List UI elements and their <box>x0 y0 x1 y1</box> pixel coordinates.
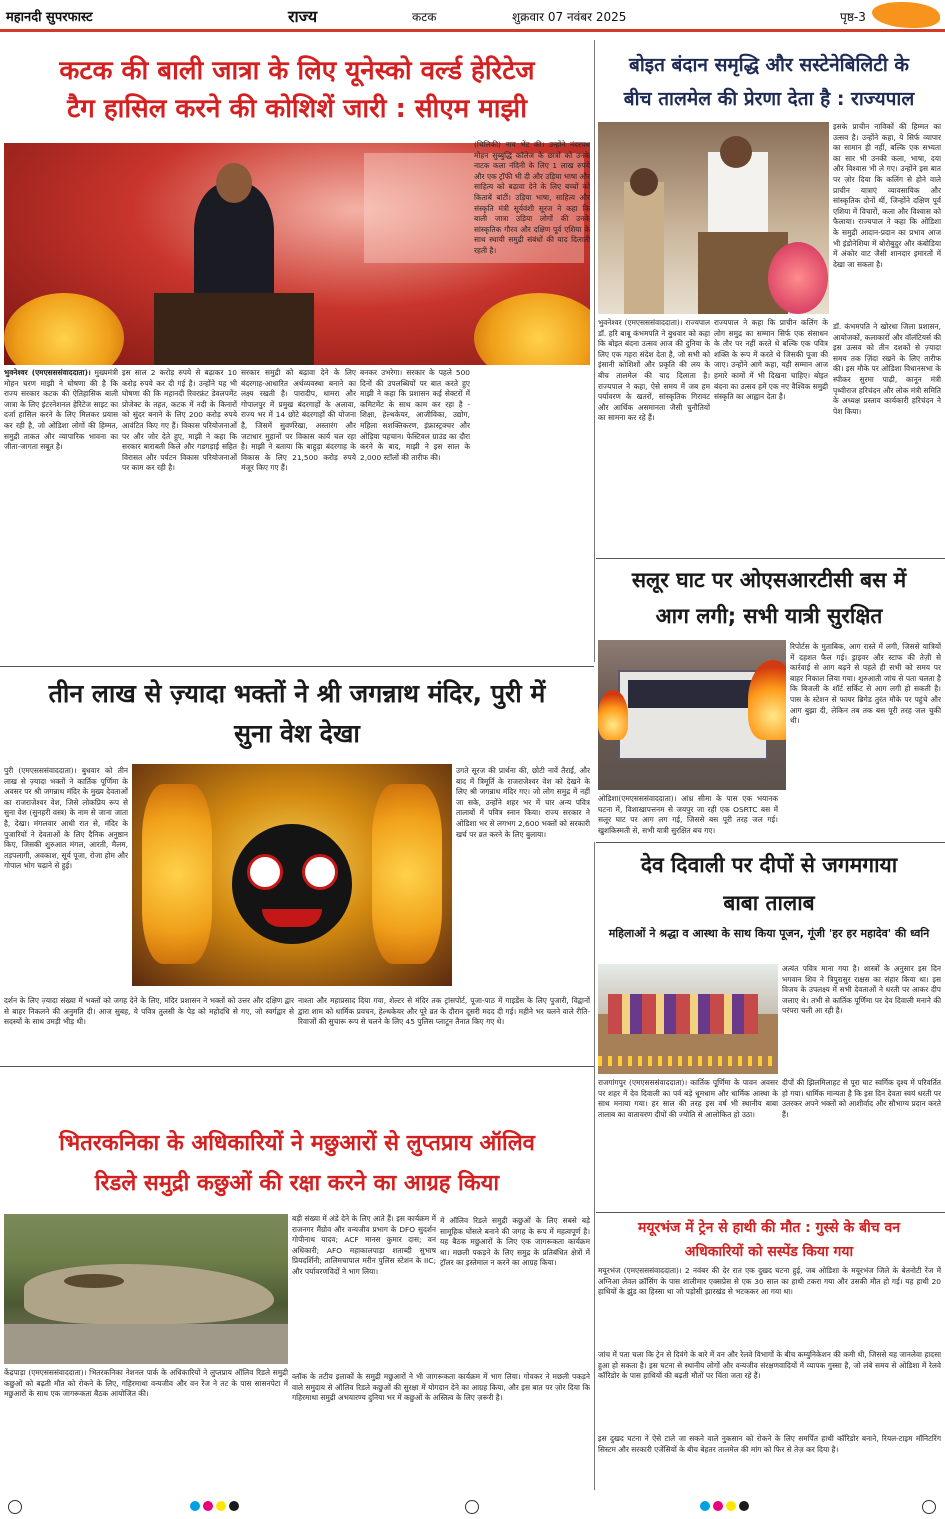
dev-diwali-body2-text: दीपों की झिलमिलाहट से पूरा घाट स्वर्गिक दृश्य में परिवर्तित हो गया। धार्मिक मान्यता है कि इस दिन देवता स्वयं धरती पर उतरकर अपने भक्तों को आशीर्वाद और सौभाग्य प्रदान करते हैं। <box>782 1078 941 1119</box>
color-dots-left <box>190 1501 239 1511</box>
jagannath-headline-line1: तीन लाख से ज़्यादा भक्तों ने श्री जगन्नाथ मंदिर, पुरी में <box>48 679 546 708</box>
bodit-col3 <box>833 322 941 554</box>
jagannath-suna-besha-photo <box>132 764 452 986</box>
bali-jatra-headline-line2: टैग हासिल करने की कोशिशें जारी : सीएम माझी <box>67 94 527 124</box>
jagannath-left-text: पुरी (एमएसससंवाददाता)। बुधवार को तीन लाख से ज़्यादा भक्तों ने कार्तिक पूर्णिमा के अवसर पर श्री जगन्नाथ मंदिर के मुख्य देवताओं का राजराजेश्वर वेश, जिसे लोकप्रिय रूप से सुना वेश (सुनहरी वस्त्र) के नाम से जाना जाता है, देखा। मंगलवार आधी रात से, मंदिर के पुजारियों ने देवताओं के लिए दैनिक अनुष्ठान किए, जिसकी शुरुआत मंगल, आरती, मैलम, तड़पलागी, अवकाश, सूर्य पूजा, रोजा होम और गोपाल भोग चढ़ाने से हुई। <box>4 766 128 871</box>
bali-jatra-col1 <box>4 368 118 664</box>
jagannath-bottom2-text: नाश्ता और महाप्रसाद दिया गया, शेल्टर से मंदिर तक ट्रांसपोर्ट, पूजा-पाठ में गाइडेंस के लिए पुजारी, विद्वानों द्वारा शाम को धार्मिक प्रवचन, हेल्थकेयर और पूरे व्रत के दौरान दूसरी मदद दी गई। महीने भर चलने वाले रीति-रिवाजों की सुचारू रूप से चलने के लिए 45 पुलिस प्लाटून तैनात किए गए थे। <box>298 996 590 1027</box>
olive-ridley-bottom <box>4 1368 288 1486</box>
issue-date: शुक्रवार 07 नवंबर 2025 <box>512 10 627 24</box>
olive-ridley-bottom2-text: व्लॉक के तटीय इलाकों के समुद्री मछुआरों ने भी जागरूकता कार्यक्रम में भाग लिया। गोवकर ने मछली पकड़ने वाले समुदाय से ऑलिव रिडले कछुओं की सुरक्षा में योगदान देने का आग्रह किया, और इस बात पर ज़ोर दिया कि गहिरमाथा समुद्री अभयारण्य दुनिया भर में कछुओं के अस्तित्व के लिए ज़रूरी है। <box>292 1372 590 1403</box>
black-dot <box>739 1501 749 1511</box>
olive-ridley-headline-line2: रिडले समुद्री कछुओं की रक्षा करने का आग्रह किया <box>94 1171 500 1196</box>
cyan-dot <box>700 1501 710 1511</box>
elephant-headline <box>598 1216 940 1264</box>
olive-ridley-headline <box>4 1124 590 1204</box>
bus-fire-headline-line2: आग लगी; सभी यात्री सुरक्षित <box>655 604 883 628</box>
bali-jatra-col5-text: (चिलिकी) नाव भेंट की। उन्होंने नंदरपथ मोहन सुब्बुद्धि कॉलेज के छात्रों को उनके नाटक कला नंदिनी के लिए 1 लाख रुपये और एक ट्रॉफी भी दी और उड़िया भाषा और साहित्य को बढ़ावा देने के लिए बच्चों को किताबें बांटीं। उड़िया भाषा, साहित्य और संस्कृति मंत्री सूर्यवंशी सूरज ने कहा कि बाली जात्रा उड़िया लोगों की उनके सांस्कृतिक गौरव और दक्षिण पूर्व एशिया के साथ स्थायी समुद्री संबंधों की याद दिलाती रहती है। <box>474 140 590 255</box>
olive-ridley-col2 <box>440 1216 590 1368</box>
elephant-p1 <box>598 1266 941 1346</box>
bali-jatra-col2 <box>122 368 237 664</box>
dev-diwali-side-text: अत्यंत पवित्र माना गया है। शास्त्रों के अनुसार इस दिन भगवान शिव ने त्रिपुरासुर राक्षस का संहार किया था। इस विजय के उपलक्ष्य में सभी देवताओं ने धरती पर आकर दीप जलाए थे। तभी से कार्तिक पूर्णिमा पर देव दिवाली मनाने की परंपरा चली आ रही है। <box>782 964 941 1016</box>
bodit-col2-text: राज्यपाल ने कहा कि प्राचीन कलिंग के लोग समुद्र का सम्मान सिर्फ एक संसाधन के तौर पर नहीं करते थे बल्कि एक पवित्र शक्ति के रूप में करते थे जिसकी पूजा की जाए। उन्होंने आगे कहा, यही सम्मान आज हमारे कामों में भी दिखना चाहिए। बोइत बंदना का उत्सव हमें एक नए वैश्विक समुद्री संस्कृति का आह्वान देता है। <box>714 318 828 402</box>
elephant-headline-line1: मयूरभंज में ट्रेन से हाथी की मौत : गुस्से के बीच वन <box>637 1220 901 1236</box>
bus-fire-headline-line1: सलूर घाट पर ओएसआरटीसी बस में <box>631 568 907 592</box>
bus-fire-photo <box>598 640 786 790</box>
jagannath-bottom2 <box>298 996 590 1062</box>
jagannath-headline <box>4 674 590 754</box>
elephant-p3 <box>598 1434 941 1488</box>
color-dots-right <box>700 1501 749 1511</box>
olive-ridley-bottom2 <box>292 1372 590 1486</box>
bali-jatra-headline-line1: कटक की बाली जात्रा के लिए यूनेस्को वर्ल्ड हेरिटेज <box>59 56 535 86</box>
bodit-bandan-headline <box>598 48 940 116</box>
bali-jatra-col2-text: इस साल 2 करोड़ रुपये से बढ़ाकर 10 करोड़ रुपये कर दी गई है। उन्होंने यह भी घोषणा की कि महानदी रिवरफ्रंट डेवलपमेंट प्रोजेक्ट के तहत, कटक में नदी के किनारों को सुंदर बनाने के लिए 200 करोड़ रुपये आवंटित किए गए हैं। विकास परियोजनाओं पर और जोर देते हुए, माझी ने कहा कि सरकार बाराबती किले और गडगड़ाई सहित विरासत और पर्यटन विकास परियोजनाओं पर काम कर रही है। <box>122 368 237 473</box>
magenta-dot <box>203 1501 213 1511</box>
olive-ridley-headline-line1: भितरकनिका के अधिकारियों ने मछुआरों से लुप्तप्राय ऑलिव <box>59 1131 535 1156</box>
elephant-p3-text: इस दुखद घटना ने ऐसे टाले जा सकने वाले नुकसान को रोकने के लिए समर्पित हाथी कॉरिडोर बनाने, रियल-टाइम मॉनिटरिंग सिस्टम और सरकारी एजेंसियों के बीच बेहतर तालमेल की मांग को फिर से तेज़ कर दिया है। <box>598 1434 941 1454</box>
olive-ridley-bottom-text: केंद्रपाड़ा (एमएसससंवाददाता)। भितरकनिका नेशनल पार्क के अधिकारियों ने लुप्तप्राय ऑलिव रिडले समुद्री कछुओं को बढ़ती मौत को रोकने के लिए, गहिरमाथा वन्यजीव और वन रेंज ने तट के पास सासनपेटा में मछुआरों के साथ एक जागरूकता बैठक आयोजित की। <box>4 1368 288 1399</box>
registration-mark-icon <box>8 1500 22 1514</box>
page-number: पृष्ठ-3 <box>840 10 866 24</box>
jagannath-right <box>456 766 590 994</box>
elephant-p2 <box>598 1350 941 1430</box>
bali-jatra-col4-text: बनकर उभरेगा। सरकार के पहले 500 दिनों की उपलब्धियों पर बात करते हुए माझी ने कहा कि प्रशासन कई सेक्टरों में कमिटमेंट के साथ काम कर रहा है - शिक्षा, हेल्थकेयर, आजीविका, उद्योग, महिला सशक्तिकरण, इंफ्रास्ट्रक्चर और ओड़िया पहचान। फेस्टिवल ग्राउंड का दौरा करने के बाद, माझी ने इस साल के 2,000 स्टॉलों की तारीफ की। <box>360 368 470 462</box>
bodit-col-right-top <box>833 122 941 320</box>
dev-diwali-side <box>782 964 941 1074</box>
section-name: राज्य <box>288 7 318 26</box>
dev-diwali-headline <box>598 846 940 922</box>
bodit-col-right-top-text: इसके प्राचीन नाविकों की हिम्मत का उत्सव है। उन्होंने कहा, ये सिर्फ व्यापार का सामान ही नहीं, बल्कि एक सभ्यता का सार भी उनकी कला, भाषा, दया और विश्वास भी ले गए। उन्होंने इस बात पर ज़ोर दिया कि कलिंग से होने वाले प्राचीन यात्राएं व्यावसायिक और सांस्कृतिक दोनों थीं, जिन्होंने दक्षिण पूर्व एशिया में विचारों, कला और विश्वास को फैलाया। राज्यपाल ने कहा कि ओडिशा के समुद्री आदान-प्रदान का प्रभाव आज भी इंडोनेशिया में बोरोबुदुर और कंबोडिया में अंकोर वाट जैसी शानदार इमारतों में देखा जा सकता है। <box>833 122 941 269</box>
jagannath-right-text: उगते सूरज की प्रार्थना की, छोटी नावें तैराईं, और बाद में त्रिमूर्ति के राजराजेश्वर वेश को देखने के लिए श्री जगन्नाथ मंदिर गए। जो लोग समुद्र में नहीं जा सके, उन्होंने शहर भर में चार अन्य पवित्र तालाबों में पवित्र स्नान किया। राज्य सरकार ने ओडिशा भर से लगभग 2,600 भक्तों को सरकारी खर्च पर व्रत करने के लिए बुलाया। <box>456 766 590 839</box>
magenta-dot <box>713 1501 723 1511</box>
olive-ridley-col1-text: बड़ी संख्या में अंडे देने के लिए आते हैं। इस कार्यक्रम में राजनगर मैंग्रोव और वन्यजीव प्रभाग के DFO सुदर्शन गोपीनाथ यादव; ACF मानस कुमार दास; वन अधिकारी; AFO महाकालपाड़ा शताब्दी सुभाष प्रियदर्शिनी; तालिमचापाल मरीन पुलिस स्टेशन के IIC; और पर्यावरणविदों ने भाग लिया। <box>292 1214 436 1276</box>
elephant-p1-text: मयूरभंज (एमएसससंवाददाता)। 2 नवंबर की देर रात एक दुखद घटना हुई, जब ओडिशा के मयूरभंज जिले के बेतनोटी रेंज में अग्निआ लेवल क्रॉसिंग के पास शालीमार एक्सप्रेस से एक 30 साल का हाथी टकरा गया और उसकी मौत हो गई। यह हाथी 20 हाथियों के झुंड का हिस्सा था जो पड़ोसी झारखंड से भटककर आ गया था। <box>598 1266 941 1297</box>
bodit-bandan-headline-line1: बोइत बंदान समृद्धि और सस्टेनेबिलिटी के <box>629 54 909 76</box>
bodit-col2 <box>714 318 828 554</box>
bodit-col3-text: डॉ. कंभमपति ने खोरधा जिला प्रशासन, आयोजकों, कलाकारों और वॉलंटियर्स की इस उत्सव को तीन दशकों से ज़्यादा समय तक ज़िंदा रखने के लिए तारीफ की। इस मौके पर ओडिशा विधानसभा के स्पीकर सुरमा पाढ़ी, कानून मंत्री पृथ्वीराज हरिचंदन और लोक मंत्री समिति के अध्यक्ष प्रस्ताव कार्यकारी हरिचंदन ने पेश किया। <box>833 322 941 416</box>
bali-jatra-col3-text: सरकार समुद्री को बढ़ावा देने के लिए बंदरगाह-आधारित अर्थव्यवस्था बनाने का लक्ष्य रखती है। पारादीप, धामरा और गोपालपुर में प्रमुख बंदरगाहों के अलावा, राज्य भर में 14 छोटे बंदरगाहों की योजना है, जिसमें सुवर्णरेखा, अस्तारंग और जटाधार मुहानों पर विकास कार्य चल रहा है। माझी ने बताया कि बाहुड़ा बंदरगाह के विकास के लिए 21,500 करोड़ रुपये मंजूर किए गए हैं। <box>241 368 356 473</box>
bus-fire-headline <box>598 562 940 634</box>
bali-jatra-col3 <box>241 368 356 664</box>
jagannath-bottom <box>4 996 294 1062</box>
bus-fire-side-text: रिपोर्टस के मुताबिक, आग रास्ते में लगी, जिससे यात्रियों में दहशत फैल गई। ड्राइवर और स्टाफ की तेज़ी से कार्रवाई से आग बढ़ने से पहले ही सभी को समय पर बाहर निकाल लिया गया। शुरुआती जांच से पता चलता है कि बिजली के शॉर्ट सर्किट से आग लगी हो सकती है। पास के स्टेशन से फायर ब्रिगेड तुरंत मौके पर पहुंचे और आग बुझा दी, लेकिन तब तक बस पूरी तरह जल चुकी थी। <box>790 642 941 726</box>
black-dot <box>229 1501 239 1511</box>
jagannath-headline-line2: सुना वेश देखा <box>234 719 360 748</box>
bali-jatra-lead: मुख्यमंत्री मोहन चरण माझी ने घोषणा की है कि राज्य सरकार कटक की ऐतिहासिक बाली जात्रा के लिए इंटरनेशनल हेरिटेज साइट का दर्जा हासिल करने के लिए मिलकर प्रयास कर रही है, जो ओडिशा लोगों की हिम्मत, समुद्री ताकत और व्यापारिक भावना का जीता-जागता सबूत है। <box>4 368 118 452</box>
dev-diwali-photo <box>598 964 778 1074</box>
yellow-dot <box>726 1501 736 1511</box>
bali-jatra-dateline: भुवनेश्वर (एमएसससंवाददाता)। <box>4 368 91 377</box>
edition-city: कटक <box>412 10 437 24</box>
dev-diwali-headline-line2: बाबा तालाब <box>723 891 815 915</box>
crocodile-photo <box>4 1214 288 1364</box>
dev-diwali-subhead-text: महिलाओं ने श्रद्धा व आस्था के साथ किया पूजन, गूंजी 'हर हर महादेव' की ध्वनि <box>608 927 930 940</box>
governor-speech-photo <box>598 122 829 314</box>
bodit-bandan-headline-line2: बीच तालमेल की प्रेरणा देता है : राज्यपाल <box>623 88 915 110</box>
bodit-col1 <box>598 318 710 554</box>
olive-ridley-col2-text: में ऑलिव रिडले समुद्री कछुओं के लिए सबसे बड़े सामूहिक घोंसले बनाने की जगह के रूप में महत्वपूर्ण है। यह बैठक मछुआरों के लिए एक जागरूकता कार्यक्रम था। मछली पकड़ने के लिए समुद्र के प्रतिबंधित क्षेत्रों में ट्रॉलर का इस्तेमाल न करने का आग्रह किया। <box>440 1216 590 1268</box>
jagannath-left <box>4 766 128 994</box>
bus-fire-body-text: ओडिशा(एमएसससंवाददाता)। आंध्र सीमा के पास एक भयानक घटना में, विशाखापत्तनम से जयपुर जा रही एक OSRTC बस में सलूर घाट पर आग लग गई, जिससे बस पूरी तरह जल गई। खुशकिस्मती से, सभी यात्री सुरक्षित बच गए। <box>598 794 778 835</box>
olive-ridley-col1 <box>292 1214 436 1368</box>
elephant-headline-line2: अधिकारियों को सस्पेंड किया गया <box>684 1244 854 1260</box>
bodit-col1-text: भुवनेश्वर (एमएसससंवाददाता)। राज्यपाल डॉ. हरि बाबू कंभमपति ने बुधवार को कहा कि बोइत बंदना उत्सव आज की दुनिया के लिए एक गहरा संदेश देता है, जो सभी को इंसानी कोशिशों और प्रकृति की लय के बीच तालमेल की याद दिलाता है। राज्यपाल ने कहा, ऐसे समय में जब हम पर्यावरण के खतरों, सांस्कृतिक गिरावट और आर्थिक असमानता जैसी चुनौतियों का सामना कर रहे हैं। <box>598 318 710 423</box>
odisha-map-icon <box>872 2 940 28</box>
bus-fire-body <box>598 794 778 840</box>
dev-diwali-headline-line1: देव दिवाली पर दीपों से जगमगाया <box>640 853 898 877</box>
registration-mark-icon <box>922 1500 936 1514</box>
cyan-dot <box>190 1501 200 1511</box>
dev-diwali-body <box>598 1078 778 1210</box>
dev-diwali-body-text: राजगांगपुर (एमएसससंवाददाता)। कार्तिक पूर्णिमा के पावन अवसर पर शहर में देव दिवाली का पर्व बड़े धूमधाम और धार्मिक आस्था के साथ मनाया गया। हर साल की तरह इस वर्ष भी स्थानीय बाबा तालाब का वातावरण दीपों की ज्योति से आलोकित हो उठा। <box>598 1078 778 1119</box>
elephant-p2-text: जांच में पता चला कि ट्रेन से दिवंगे के बारे में वन और रेलवे विभागों के बीच कम्युनिकेशन की कमी थी, जिससे यह जानलेवा हादसा हुआ हो सकता है। इस घटना से स्थानीय लोगों और वन्यजीव संरक्षणवादियों में व्यापक गुस्सा है, जो लंबे समय से ओडिशा में रेलवे कॉरिडोर के पास हाथियों की बढ़ती मौतों पर चिंता जता रहे हैं। <box>598 1350 941 1381</box>
jagannath-bottom-text: दर्शन के लिए ज़्यादा संख्या में भक्तों को जगह देने के लिए, मंदिर प्रशासन ने भक्तों को उत्तर और दक्षिण द्वार से बाहर निकलने की अनुमति दी। आज सुबह, ये पवित्र तुलसी के पेड़ को महोदधि से गए, जो स्वर्गद्वार से सदस्यों के साथ उमड़ी भीड़ थी। <box>4 996 294 1027</box>
bali-jatra-col5 <box>474 140 590 664</box>
bali-jatra-col4 <box>360 368 470 664</box>
bali-jatra-headline <box>4 52 590 128</box>
dev-diwali-subhead <box>598 926 940 942</box>
yellow-dot <box>216 1501 226 1511</box>
dev-diwali-body2 <box>782 1078 941 1210</box>
page-header <box>0 0 945 32</box>
registration-mark-icon <box>465 1500 479 1514</box>
bus-fire-side <box>790 642 941 792</box>
publication-name: महानदी सुपरफास्ट <box>6 10 93 25</box>
